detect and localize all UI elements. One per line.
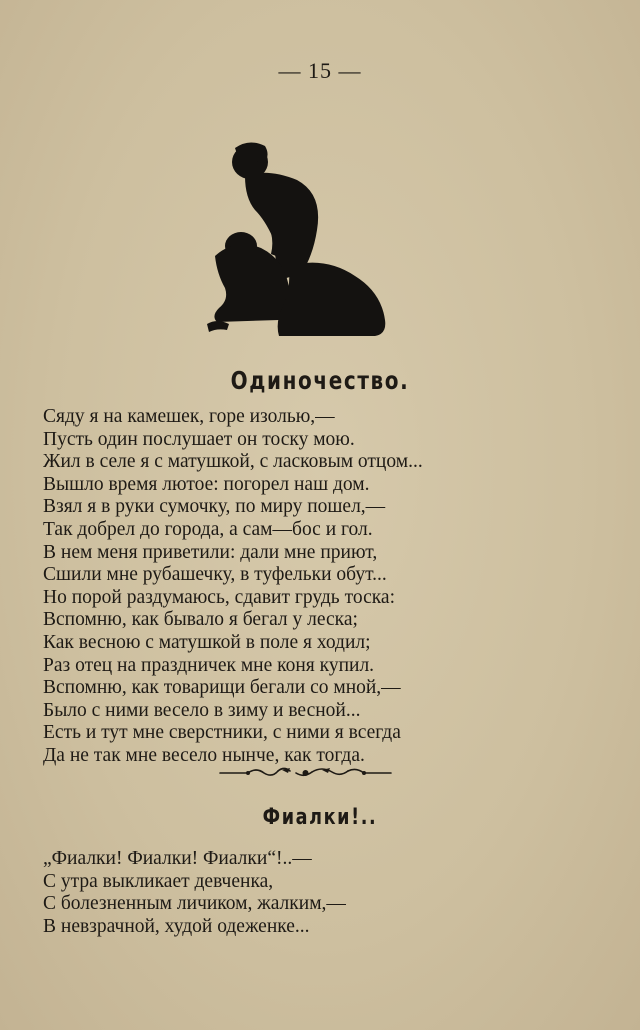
poem-line: Сшили мне рубашечку, в туфельки обут... (43, 564, 387, 586)
poem-line: Так добрел до города, а сам—бос и гол. (43, 518, 373, 540)
poem-loneliness (43, 406, 603, 768)
kneeling-figures-silhouette (205, 138, 395, 338)
poem-line: Вышло время лютое: погорел наш дом. (43, 473, 370, 495)
poem-line: В невзрачной, худой одеженке... (43, 915, 310, 937)
poem-line: Вспомню, как товарищи бегали со мной,— (43, 677, 401, 699)
page-number: — 15 — (278, 58, 362, 83)
poem-line: „Фиалки! Фиалки! Фиалки“!..— (43, 848, 312, 869)
poem-line: С болезненным личиком, жалким,— (43, 893, 346, 915)
poem-line: Жил в селе я с матушкой, с ласковым отцом... (43, 451, 423, 473)
poem-line: Есть и тут мне сверстники, с ними я всегда (43, 722, 401, 744)
poem-line: Да не так мне весело нынче, как тогда. (43, 744, 365, 766)
divider-flourish-icon (218, 762, 393, 782)
poem-line: Взял я в руки сумочку, по миру пошел,— (43, 496, 386, 518)
poem-line: Но порой раздумаюсь, сдавит грудь тоска: (43, 586, 395, 608)
poem-line: Раз отец на праздничек мне коня купил. (43, 654, 375, 676)
poem-title-violets: Фиалки!.. (262, 805, 378, 830)
poem-line: С утра выкликает девченка, (43, 870, 274, 892)
poem-line: Как весною с матушкой в поле я ходил; (43, 631, 371, 653)
poem-line: В нем меня приветили: дали мне приют, (43, 541, 378, 563)
poem-violets (43, 848, 603, 938)
poem-line: Было с ними весело в зиму и весной... (43, 699, 361, 721)
poem-line: Вспомню, как бывало я бегал у леска; (43, 609, 358, 631)
poem-line: Пусть один послушает он тоску мою. (43, 428, 355, 450)
poem-line: Сяду я на камешек, горе изолью,— (43, 406, 335, 427)
poem-title-loneliness: Одиночество. (230, 366, 410, 395)
